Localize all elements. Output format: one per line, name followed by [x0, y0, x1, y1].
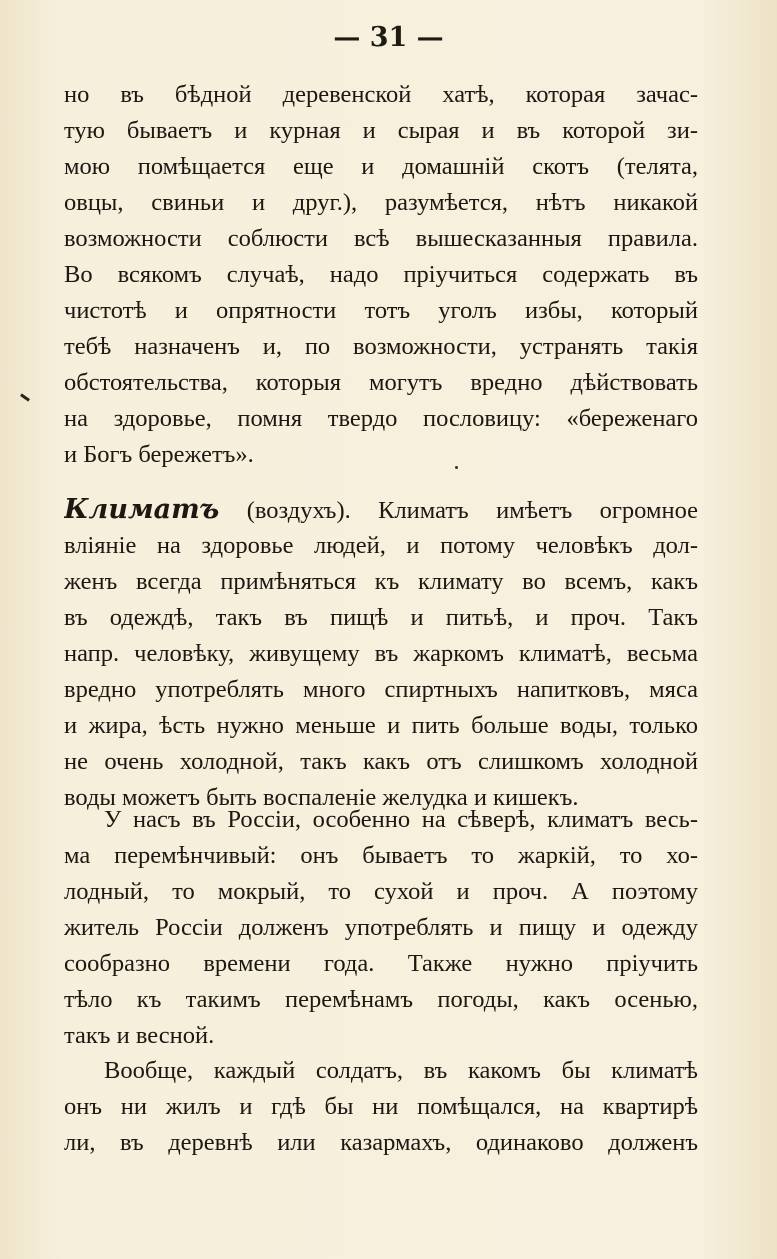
text-line: и жира, ѣсть нужно меньше и пить больше воды, только: [64, 712, 698, 739]
text-line: [64, 492, 698, 528]
text-line: женъ всегда примѣняться къ климату во всемъ, какъ: [64, 568, 698, 595]
margin-mark: [20, 393, 30, 401]
text-line: ма перемѣнчивый: онъ бываетъ то жаркій, то хо-: [64, 842, 698, 869]
text-line: тѣло къ такимъ перемѣнамъ погоды, какъ осенью,: [64, 986, 698, 1013]
text-line: не очень холодной, такъ какъ отъ слишкомъ холодной: [64, 748, 698, 775]
text-line: овцы, свиньи и друг.), разумѣется, нѣтъ никакой: [64, 189, 698, 216]
text-line: ли, въ деревнѣ или казармахъ, одинаково долженъ: [64, 1129, 698, 1156]
first-line-rest: (воздухъ). Климатъ имѣетъ огромное: [246, 497, 698, 524]
text-line: такъ и весной.: [64, 1022, 215, 1049]
text-line: чистотѣ и опрятности тотъ уголъ избы, который: [64, 297, 698, 324]
text-line: воды можетъ быть воспаленіе желудка и кишекъ.: [64, 784, 579, 811]
text-line: У насъ въ Россіи, особенно на сѣверѣ, климатъ весь-: [104, 806, 698, 833]
text-line: мою помѣщается еще и домашній скотъ (телята,: [64, 153, 698, 180]
text-line: Во всякомъ случаѣ, надо пріучиться содержать въ: [64, 261, 698, 288]
text-line: онъ ни жилъ и гдѣ бы ни помѣщался, на квартирѣ: [64, 1093, 698, 1120]
page-number: — 31 —: [333, 22, 444, 53]
text-line: но въ бѣдной деревенской хатѣ, которая зачас-: [64, 81, 698, 108]
text-line: напр. человѣку, живущему въ жаркомъ климатѣ, весьма: [64, 640, 698, 667]
text-line: и Богъ бережетъ».: [64, 441, 254, 468]
text-line: лодный, то мокрый, то сухой и проч. А поэтому: [64, 878, 698, 905]
text-line: житель Россіи долженъ употреблять и пищу и одежду: [64, 914, 698, 941]
text-line: въ одеждѣ, такъ въ пищѣ и питьѣ, и проч. Такъ: [64, 604, 698, 631]
section-heading-word: Климатъ: [64, 494, 220, 525]
text-line: вліяніе на здоровье людей, и потому человѣкъ дол-: [64, 532, 698, 559]
text-line: вредно употреблять много спиртныхъ напитковъ, мяса: [64, 676, 698, 703]
text-line: сообразно времени года. Также нужно пріучить: [64, 950, 698, 977]
text-line: обстоятельства, которыя могутъ вредно дѣйствовать: [64, 369, 698, 396]
text-line: Вообще, каждый солдатъ, въ какомъ бы климатѣ: [104, 1057, 698, 1084]
text-line: тебѣ назначенъ и, по возможности, устранять такія: [64, 333, 698, 360]
text-line: тую бываетъ и курная и сырая и въ которой зи-: [64, 117, 698, 144]
text-line: на здоровье, помня твердо пословицу: «береженаго: [64, 405, 698, 432]
text-line: возможности соблюсти всѣ вышесказанныя правила.: [64, 225, 698, 252]
